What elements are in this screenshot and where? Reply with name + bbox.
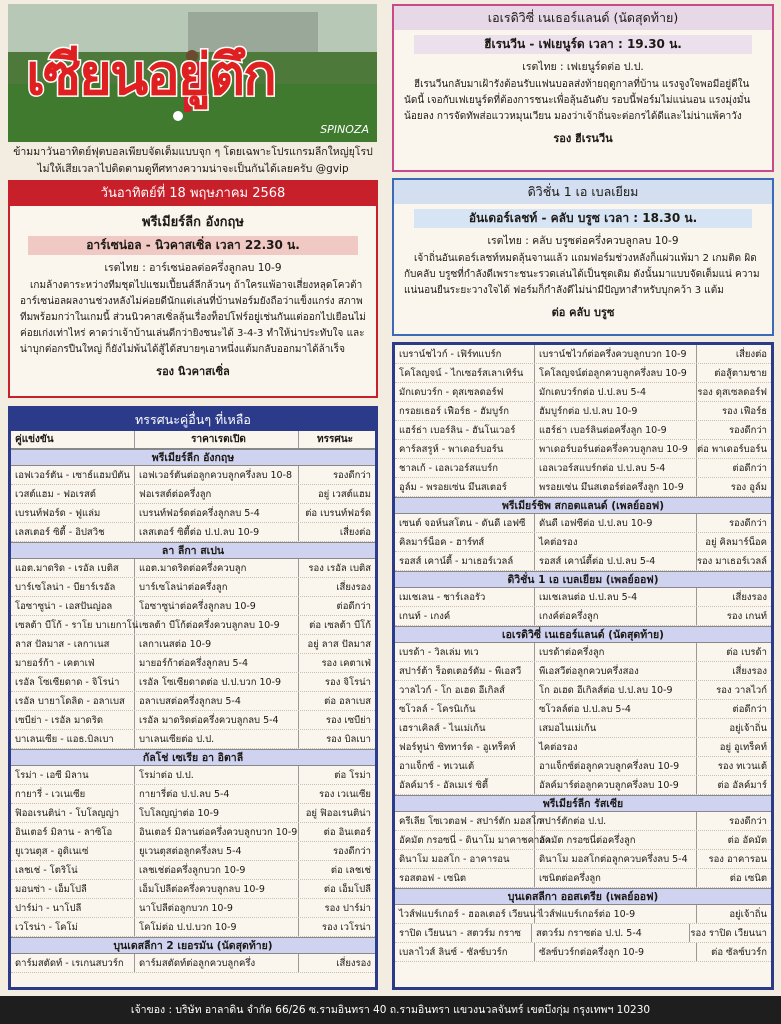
table-row (11, 485, 375, 504)
pick-cell: รอง อูล์ม (730, 482, 767, 493)
publisher-footer: เจ้าของ : บริษัท อาลาดิน จำกัด 66/26 ซ.รามอินทรา 40 ถ.รามอินทรา แขวงนวลจันทร์ เขตบึงกุ่ม กรุงเทพฯ 10230 (0, 996, 781, 1024)
rate-cell: เซลต้า บีโก้ต่อครึ่งควบลูกลบ 10-9 (135, 616, 299, 634)
league-header: ดิวิชั่น 1 เอ เบลเยียม (394, 180, 772, 204)
match-title: ฮีเรนวีน - เฟเยนูร์ด เวลา : 19.30 น. (414, 35, 752, 54)
table-row (395, 345, 771, 364)
league-section-header: บุนเดสลีกา ออสเตรีย (เพลย์ออฟ) (395, 888, 771, 905)
table-row (11, 711, 375, 730)
brand-logo: SPINOZA (320, 123, 369, 136)
feature-arsenal-box (8, 180, 378, 398)
table-row (395, 533, 771, 552)
match-cell: วาลไวก์ - โก อเฮด อีเกิลส์ (395, 681, 535, 699)
match-cell: เบรด้า - วิลเล่ม ทเว (395, 643, 535, 661)
pick-cell: ต่อ อินเตอร์ (323, 827, 371, 838)
table-row (395, 757, 771, 776)
rate-cell: เอฟเวอร์ตันต่อลูกควบลูกครึ่งลบ 10-8 (135, 466, 299, 484)
column-header-rate: ราคาเรตเปิด (135, 431, 299, 448)
rate-cell: เลสเตอร์ ซิตี้ต่อ ป.ป.ลบ 10-9 (135, 523, 299, 541)
league-section-header: บุนเดสลีกา 2 เยอรมัน (นัดสุดท้าย) (11, 937, 375, 954)
rate-cell: แฮร์ธ่า เบอร์ลินต่อครึ่งลูก 10-9 (535, 421, 697, 439)
pick-cell: ต่อ โรม่า (334, 770, 371, 781)
match-cell: เมเชเลน - ชาร์เลอรัว (395, 588, 535, 606)
rate-cell: ยูเวนตุสต่อลูกครึ่งลบ 5-4 (135, 842, 299, 860)
pick-cell: ต่อ อลาเบส (324, 696, 371, 707)
rate-cell: เรอัล โซเซียดาดต่อ ป.ป.บวก 10-9 (135, 673, 299, 691)
rate-cell: มักเดบวร์กต่อ ป.ป.ลบ 5-4 (535, 383, 697, 401)
pick-cell: รอง เซบีย่า (325, 715, 371, 726)
pick-cell: อยู่ อูเทร็คท์ (719, 742, 767, 753)
pick-cell: ต่อ เซนิต (729, 873, 767, 884)
match-cell: แอต.มาดริด - เรอัล เบติส (11, 559, 135, 577)
pick-cell: อยู่ ลาส ปัลมาส (307, 639, 371, 650)
rate-cell: โอซาซูน่าต่อครึ่งลูกลบ 10-9 (135, 597, 299, 615)
table-row (395, 440, 771, 459)
hero-image (8, 4, 377, 142)
match-cell: เอฟเวอร์ตัน - เซาธ์แฮมป์ตัน (11, 466, 135, 484)
match-cell: โคโลญจน์ - ไกเซอร์สเลาเทิร์น (395, 364, 535, 382)
table-body (11, 449, 375, 973)
pick-cell: รอง เรอัล เบติส (308, 563, 371, 574)
pick-cell: รองดีกว่า (332, 470, 371, 481)
pick-cell: ต่อดีกว่า (732, 704, 767, 715)
table-row (11, 766, 375, 785)
league-section-header: เอเรดิวิซี่ เนเธอร์แลนด์ (นัดสุดท้าย) (395, 626, 771, 643)
pick-cell: เสี่ยงต่อ (339, 527, 371, 538)
pick-cell: รอง ทเวนเต้ (717, 761, 767, 772)
pick-cell: เสี่ยงรอง (336, 582, 371, 593)
rate-cell: โรม่าต่อ ป.ป. (135, 766, 299, 784)
rate-cell: ซัลซ์บวร์กต่อครึ่งลูก 10-9 (535, 943, 697, 961)
pick-cell: อยู่ ฟิออเรนติน่า (305, 808, 371, 819)
pick-cell: รอง ราปิด เวียนนา (690, 928, 767, 939)
table-row (395, 719, 771, 738)
rate-cell: ดินาโม มอสโกต่อลูกควบครึ่งลบ 5-4 (535, 850, 697, 868)
rate-cell: พีเอสวีต่อลูกควบครึ่งสอง (535, 662, 697, 680)
match-cell: เบลาไวส์ ลินซ์ - ซัลซ์บวร์ก (395, 943, 535, 961)
rate-cell: ไคต่อรอง (535, 738, 697, 756)
league-section-header: พรีเมียร์ลีก รัสเซีย (395, 795, 771, 812)
pick-cell: รอง เคตาเฟ่ (321, 658, 371, 669)
table-row (11, 466, 375, 485)
table-row (395, 421, 771, 440)
table-row (11, 954, 375, 973)
match-cell: มักเดบวร์ก - ดุสเซลดอร์ฟ (395, 383, 535, 401)
match-cell: รอสส์ เคาน์ตี้ - มาเธอร์เวลล์ (395, 552, 535, 570)
rate-cell: เบรด้าต่อครึ่งลูก (535, 643, 697, 661)
match-analysis: เจ้าถิ่นอันเดอร์เลชท์หมดลุ้นจานแล้ว แถมฟอร์มช่วงหลังก็แผ่วแพ้มา 2 เกมติด ผิดกับคลับ บรูซที่กำลังดีเพราะชนะรวดเล่นได้เป็นชุดเดิม ดังนั้นมาแบบจัดเต็มแน่ ความแน่นอนยืนระยะวางใจได้ ฟอร์มก็กำลังดีไม่น่ามีปัญหาสำหรับบุกคว้า 3 แต้ม (404, 253, 760, 296)
rate-cell: เลชเช่ต่อครึ่งลูกบวก 10-9 (135, 861, 299, 879)
match-pick: รอง ฮีเรนวีน (553, 132, 613, 145)
table-column-headers (11, 431, 375, 449)
table-row (11, 692, 375, 711)
date-banner: วันอาทิตย์ที่ 18 พฤษภาคม 2568 (10, 182, 376, 206)
match-cell: แฮร์ธ่า เบอร์ลิน - ฮันโนเวอร์ (395, 421, 535, 439)
match-cell: เลสเตอร์ ซิตี้ - อิปสวิช (11, 523, 135, 541)
pick-cell: อยู่ คิลมาร์น็อค (705, 537, 767, 548)
table-row (11, 730, 375, 749)
pick-cell: รองดีกว่า (728, 518, 767, 529)
match-cell: ดาร์มสตัดท์ - เรเกนสบวร์ก (11, 954, 135, 972)
pick-cell: รอง เฟือร์ธ (721, 406, 767, 417)
rate-cell: แอต.มาดริดต่อครึ่งควบลูก (135, 559, 299, 577)
table-row (395, 905, 771, 924)
table-row (11, 578, 375, 597)
table-row (11, 523, 375, 542)
match-cell: บาเลนเซีย - แอธ.บิลเบา (11, 730, 135, 748)
match-cell: อูล์ม - พรอยเซ่น มึนสเตอร์ (395, 478, 535, 496)
match-analysis: เกมล้างตาระหว่างทีมชุดไปแชมเปี้ยนส์ลีกล้วนๆ ถ้าใครแพ้อาจเสี่ยงหลุดโควต้า อาร์เซน่อลผลงานช่วงหลังไม่ค่อยดีนักแต่เล่นที่บ้านฟอร์มยังถือว่าแข็งแกร่ง สภาพทีมพร้อมกว่าในเกมนี้ ส่วนนิวคาสเซิ่ลลุ้นเรื่องท็อปโฟร์อยู่เช่นกันแต่ออกไปเยือนไม่ค่อยเก่งเท่าไหร่ คาดว่าเจ้าบ้านเล่นดีกว่ายิงชนะได้ 3-4-3 ทำให้น่าประทับใจ และน่าบุกต่อกรปืนใหญ่ ก็ยังไม่พ้นได้สู้ได้สบายๆเอาหนึ่งแต้มกลับออกมาได้ล้าเร็จ (20, 280, 366, 355)
match-cell: อาแจ็กซ์ - ทเวนเต้ (395, 757, 535, 775)
pick-cell: รอง เกนท์ (726, 611, 767, 622)
match-cell: ยูเวนตุส - อูดิเนเซ่ (11, 842, 135, 860)
pick-cell: เสี่ยงรอง (732, 592, 767, 603)
match-analysis: ฮีเรนวีนกลับมาเฝ้ารังต้อนรับแฟนบอลส่งท้ายฤดูกาลที่บ้าน แรงจูงใจพอมีอยู่ดีในนัดนี้ เจอกับเฟเยนูร์ดที่ต้องการชนะเพื่อลุ้นอันดับ รอบนี้ฟอร์มไม่แน่นอน แรงมุ่งมั่นน้อยลง การจัดทัพส่อแววหมุนเวียน มองว่าเจ้าถิ่นจะต่อกรได้ดีและไม่น่าแพ้คาวัง (404, 79, 751, 122)
pick-cell: รอง มาเธอร์เวลล์ (696, 556, 767, 567)
match-cell: ครีเลีย โซเวตอฟ - สปาร์ตัก มอสโก (395, 812, 535, 830)
match-cell: ซโวลล์ - โครนิเก้น (395, 700, 535, 718)
rate-cell: สปาร์ตักต่อ ป.ป. (535, 812, 697, 830)
rate-cell: เบราน์ชไวก์ต่อครึ่งควบลูกบวก 10-9 (535, 345, 697, 363)
match-cell: ชาลเก้ - เอลเวอร์สแบร์ก (395, 459, 535, 477)
table-row (395, 776, 771, 795)
table-row (11, 616, 375, 635)
match-cell: เวโรน่า - โคโม่ (11, 918, 135, 936)
table-row (395, 383, 771, 402)
rate-cell: กายารี่ต่อ ป.ป.ลบ 5-4 (135, 785, 299, 803)
match-cell: เซลต้า บีโก้ - ราโย บาเยกาโน่ (11, 616, 135, 634)
match-pick: ต่อ คลับ บรูซ (551, 306, 615, 319)
pick-cell: ต่อ เซลต้า บีโก้ (309, 620, 371, 631)
pick-cell: รอง บิลเบา (326, 734, 371, 745)
rate-cell: โคโลญจน์ต่อลูกควบลูกครึ่งลบ 10-9 (535, 364, 697, 382)
table-row (395, 364, 771, 383)
league-section-header: กัลโช่ เซเรีย อา อิตาลี (11, 749, 375, 766)
pick-cell: รอง อาคารอน (708, 854, 767, 865)
pick-cell: รอง เวโรน่า (321, 922, 371, 933)
predictions-table-left (8, 406, 378, 990)
table-row (395, 850, 771, 869)
pick-cell: เสี่ยงต่อ (735, 349, 767, 360)
match-cell: คิลมาร์น็อค - ฮาร์ทส์ (395, 533, 535, 551)
table-row (11, 804, 375, 823)
match-cell: ฟอร์ทูน่า ซิททาร์ด - อูเทร็คท์ (395, 738, 535, 756)
rate-cell: อินเตอร์ มิลานต่อครึ่งควบลูกบวก 10-9 (135, 823, 299, 841)
feature-belgium-box (392, 178, 774, 336)
pick-cell: รองดีกว่า (332, 846, 371, 857)
feature-eredivisie-box (392, 4, 774, 172)
league-section-header: ดิวิชั่น 1 เอ เบลเยียม (เพลย์ออฟ) (395, 571, 771, 588)
rate-cell: ไวส์ฟแบร์เกอร์ต่อ 10-9 (535, 905, 697, 923)
rate-cell: โคโม่ต่อ ป.ป.บวก 10-9 (135, 918, 299, 936)
match-cell: ลาส ปัลมาส - เลกาเนส (11, 635, 135, 653)
pick-cell: อยู่เจ้าถิ่น (729, 909, 767, 920)
pick-cell: รองดีกว่า (728, 425, 767, 436)
match-cell: เลชเช่ - โตริโน่ (11, 861, 135, 879)
match-cell: ฟิออเรนติน่า - โบโลญญ่า (11, 804, 135, 822)
match-cell: ดินาโม มอสโก - อาคารอน (395, 850, 535, 868)
match-cell: กรอยเธอร์ เฟือร์ธ - ฮัมบูร์ก (395, 402, 535, 420)
rate-cell: ฮัมบูร์กต่อ ป.ป.ลบ 10-9 (535, 402, 697, 420)
match-pick: รอง นิวคาสเซิ่ล (156, 365, 230, 378)
match-cell: เกนท์ - เกงค์ (395, 607, 535, 625)
pick-cell: อยู่เจ้าถิ่น (729, 723, 767, 734)
table-row (395, 607, 771, 626)
pick-cell: รอง ปาร์ม่า (324, 903, 371, 914)
match-cell: อินเตอร์ มิลาน - ลาซิโอ (11, 823, 135, 841)
match-cell: รอสตอฟ - เซนิต (395, 869, 535, 887)
pick-cell: ต่อดีกว่า (336, 601, 371, 612)
match-cell: คาร์ลสรูห์ - พาเดอร์บอร์น (395, 440, 535, 458)
table-row (11, 654, 375, 673)
pick-cell: รอง จิโรน่า (324, 677, 371, 688)
match-cell: ปาร์ม่า - นาโปลี (11, 899, 135, 917)
table-row (11, 673, 375, 692)
rate-cell: เซนิตต่อครึ่งลูก (535, 869, 697, 887)
match-rate: เรตไทย : คลับ บรูซต่อครึ่งควบลูกลบ 10-9 (487, 235, 679, 247)
rate-cell: สตวร์ม กราซต่อ ป.ป. 5-4 (532, 924, 690, 942)
rate-cell: เมเชเลนต่อ ป.ป.ลบ 5-4 (535, 588, 697, 606)
match-cell: มอนซ่า - เอ็มโปลี (11, 880, 135, 898)
pick-cell: อยู่ เวสต์แฮม (317, 489, 371, 500)
table-title: ทรรศนะคู่อื่นๆ ที่เหลือ (11, 409, 375, 431)
pick-cell: ต่อ พาเดอร์บอร์น (696, 444, 767, 455)
pick-cell: ต่อสู้ตามชาย (714, 368, 767, 379)
table-row (395, 924, 771, 943)
table-row (11, 785, 375, 804)
rate-cell: พาเดอร์บอร์นต่อครึ่งควบลูกลบ 10-9 (535, 440, 697, 458)
table-row (395, 478, 771, 497)
rate-cell: เอ็มโปลีต่อครึ่งควบลูกลบ 10-9 (135, 880, 299, 898)
table-row (395, 514, 771, 533)
pick-cell: ต่อ อัลค์มาร์ (717, 780, 767, 791)
rate-cell: ซโวลล์ต่อ ป.ป.ลบ 5-4 (535, 700, 697, 718)
table-row (395, 869, 771, 888)
table-row (395, 738, 771, 757)
match-cell: เบรนท์ฟอร์ด - ฟูแล่ม (11, 504, 135, 522)
pick-cell: เสี่ยงรอง (732, 666, 767, 677)
rate-cell: โก อเฮด อีเกิลส์ต่อ ป.ป.ลบ 10-9 (535, 681, 697, 699)
rate-cell: นาโปลีต่อลูกบวก 10-9 (135, 899, 299, 917)
match-rate: เรตไทย : เฟเยนูร์ดต่อ ป.ป. (522, 61, 644, 73)
rate-cell: ดาร์มสตัดท์ต่อลูกควบลูกครึ่ง (135, 954, 299, 972)
table-row (395, 402, 771, 421)
pick-cell: รองดีกว่า (728, 816, 767, 827)
match-cell: อัคมัต กรอซนี่ - ดินาโม มาคาชคาล่า (395, 831, 535, 849)
pick-cell: ต่อ เลชเช่ (330, 865, 371, 876)
rate-cell: เลกาเนสต่อ 10-9 (135, 635, 299, 653)
pick-cell: ต่อ เอ็มโปลี (323, 884, 371, 895)
pick-cell: รอง ดุสเซลดอร์ฟ (697, 387, 767, 398)
table-row (11, 559, 375, 578)
rate-cell: เอลเวอร์สแบร์กต่อ ป.ป.ลบ 5-4 (535, 459, 697, 477)
column-header-match: คู่แข่งขัน (11, 431, 135, 448)
match-cell: ราปิด เวียนนา - สตวร์ม กราซ (395, 924, 532, 942)
intro-text: ข้ามมาวันอาทิตย์ฟุตบอลเพียบจัดเต็มแบบจุก ๆ โดยเฉพาะโปรแกรมลีกใหญ่ยุโรป ไม่ให้เสียเวลาไปติดตามดูทีศทางความน่าจะเป็นกันได้เลยครับ @gvip (13, 146, 373, 175)
competition-title: พรีเมียร์ลีก อังกฤษ (142, 215, 244, 230)
table-row (11, 861, 375, 880)
rate-cell: ฟอเรสต์ต่อครึ่งลูก (135, 485, 299, 503)
pick-cell: เสี่ยงรอง (336, 958, 371, 969)
match-cell: กายารี่ - เวเนเซีย (11, 785, 135, 803)
table-row (11, 899, 375, 918)
match-cell: อัลค์มาร์ - อัลเมเร่ ซิตี้ (395, 776, 535, 794)
match-cell: สปาร์ต้า ร็อตเตอร์ดัม - พีเอสวี (395, 662, 535, 680)
rate-cell: เบรนท์ฟอร์ดต่อครึ่งลูกลบ 5-4 (135, 504, 299, 522)
rate-cell: มายอร์ก้าต่อครึ่งลูกลบ 5-4 (135, 654, 299, 672)
match-cell: บาร์เซโลน่า - บียาร์เรอัล (11, 578, 135, 596)
match-title: อาร์เซน่อล - นิวคาสเซิ่ล เวลา 22.30 น. (28, 236, 358, 255)
table-row (11, 504, 375, 523)
rate-cell: อัคมัต กรอซนี่ต่อครึ่งลูก (535, 831, 697, 849)
pick-cell: ต่อ ซัลซ์บวร์ก (711, 947, 767, 958)
pick-cell: ต่อ เบรนท์ฟอร์ด (305, 508, 371, 519)
rate-cell: โบโลญญ่าต่อ 10-9 (135, 804, 299, 822)
table-row (395, 681, 771, 700)
match-cell: เรอัล บายาโดลิด - อลาเบส (11, 692, 135, 710)
pick-cell: ต่อ อัคมัต (727, 835, 767, 846)
match-cell: เบราน์ชไวก์ - เฟิร์ทแบร์ก (395, 345, 535, 363)
match-cell: เซบีย่า - เรอัล มาดริด (11, 711, 135, 729)
table-body (395, 345, 771, 962)
league-header: เอเรดิวิซี่ เนเธอร์แลนด์ (นัดสุดท้าย) (394, 6, 772, 30)
rate-cell: บาเลนเซียต่อ ป.ป. (135, 730, 299, 748)
table-row (11, 918, 375, 937)
table-row (395, 943, 771, 962)
rate-cell: พรอยเซ่น มึนสเตอร์ต่อครึ่งลูก 10-9 (535, 478, 697, 496)
rate-cell: รอสส์ เคาน์ตี้ต่อ ป.ป.ลบ 5-4 (535, 552, 697, 570)
table-row (395, 643, 771, 662)
pick-cell: รอง เวเนเซีย (318, 789, 371, 800)
table-row (11, 635, 375, 654)
column-header-pick: ทรรศนะ (317, 434, 353, 445)
table-row (395, 459, 771, 478)
league-section-header: ลา ลีกา สเปน (11, 542, 375, 559)
table-row (11, 823, 375, 842)
match-cell: เวสต์แฮม - ฟอเรสต์ (11, 485, 135, 503)
match-cell: เรอัล โซเซียดาด - จิโรน่า (11, 673, 135, 691)
league-section-header: พรีเมียร์ลีก อังกฤษ (11, 449, 375, 466)
rate-cell: อัลค์มาร์ต่อลูกควบลูกครึ่งลบ 10-9 (535, 776, 697, 794)
match-cell: เฮราเคิลส์ - ไนเม่เก้น (395, 719, 535, 737)
rate-cell: ดันดี เอฟซีต่อ ป.ป.ลบ 10-9 (535, 514, 697, 532)
table-row (395, 662, 771, 681)
table-row (11, 842, 375, 861)
table-row (395, 552, 771, 571)
match-cell: โอซาซูน่า - เอสปันญ่อล (11, 597, 135, 615)
table-row (11, 880, 375, 899)
pick-cell: รอง วาลไวก์ (716, 685, 767, 696)
rate-cell: บาร์เซโลน่าต่อครึ่งลูก (135, 578, 299, 596)
rate-cell: เสมอไนเม่เก้น (535, 719, 697, 737)
match-cell: เซนต์ จอห์นสโตน - ดันดี เอฟซี (395, 514, 535, 532)
hero-title: เซียนอยู่ตึก (26, 43, 275, 108)
rate-cell: อาแจ็กซ์ต่อลูกควบลูกครึ่งลบ 10-9 (535, 757, 697, 775)
table-row (395, 812, 771, 831)
rate-cell: ไคต่อรอง (535, 533, 697, 551)
match-title: อันเดอร์เลชท์ - คลับ บรูซ เวลา : 18.30 น. (414, 209, 752, 228)
rate-cell: เกงค์ต่อครึ่งลูก (535, 607, 697, 625)
match-rate: เรตไทย : อาร์เซน่อลต่อครึ่งลูกลบ 10-9 (104, 262, 282, 274)
rate-cell: เรอัล มาดริดต่อครึ่งควบลูกลบ 5-4 (135, 711, 299, 729)
table-row (11, 597, 375, 616)
match-cell: ไวส์ฟแบร์เกอร์ - ฮอลเตอร์ เวียนนา (395, 905, 535, 923)
pick-cell: ต่อ เบรด้า (726, 647, 767, 658)
table-row (395, 831, 771, 850)
predictions-table-right (392, 342, 774, 990)
rate-cell: อลาเบสต่อครึ่งลูกลบ 5-4 (135, 692, 299, 710)
table-row (395, 588, 771, 607)
pick-cell: ต่อดีกว่า (732, 463, 767, 474)
league-section-header: พรีเมียร์ชิพ สกอตแลนด์ (เพลย์ออฟ) (395, 497, 771, 514)
table-row (395, 700, 771, 719)
match-cell: มายอร์ก้า - เคตาเฟ่ (11, 654, 135, 672)
match-cell: โรม่า - เอซี มิลาน (11, 766, 135, 784)
